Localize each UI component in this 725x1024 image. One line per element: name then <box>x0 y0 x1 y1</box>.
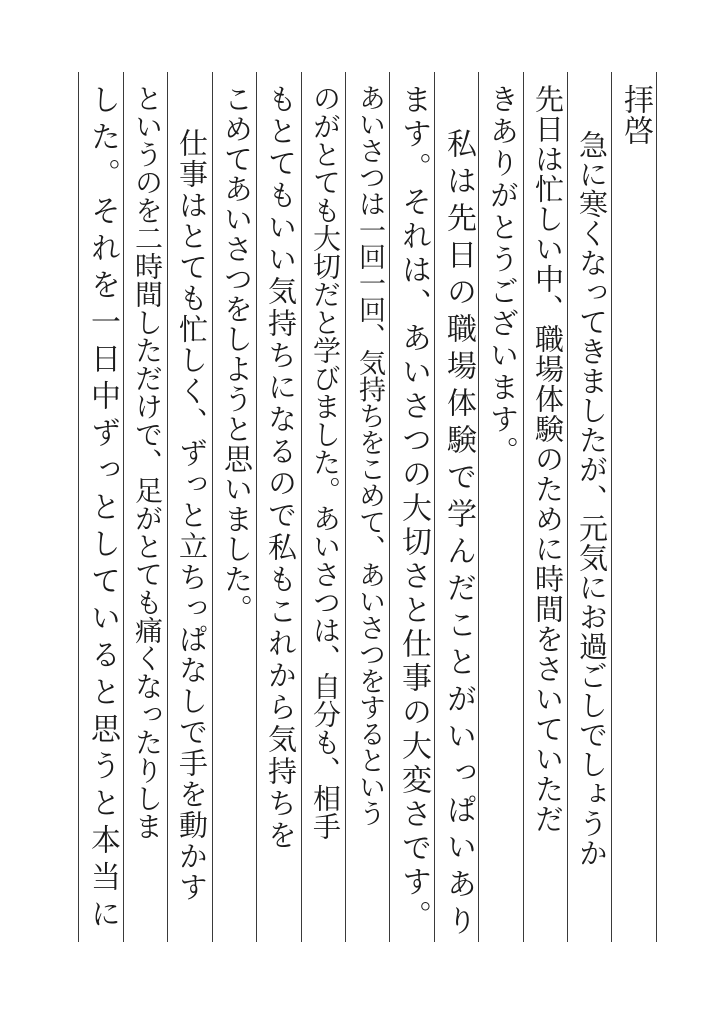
letter-line: した。それを一日中ずっとしていると思うと本当に <box>85 84 120 935</box>
ruled-line <box>478 72 479 942</box>
letter-line: ます。それは、あいさつの大切さと仕事の大変さです。 <box>396 84 431 934</box>
ruled-line <box>656 72 657 942</box>
ruled-line <box>567 72 568 942</box>
letter-line: 急に寒くなってきましたが、元気にお過ごしでしょうか <box>575 130 609 868</box>
ruled-line <box>78 72 79 942</box>
ruled-line <box>389 72 390 942</box>
letter-line: もとてもいい気持ちになるので私もこれから気持ちを <box>264 84 298 852</box>
ruled-line <box>434 72 435 942</box>
letter-line: 仕事はとても忙しく、ずっと立ちっぱなしで手を動かす <box>175 128 209 903</box>
letter-line: のがとても大切だと学びました。あいさつは、自分も、相手 <box>309 84 342 840</box>
ruled-line <box>167 72 168 942</box>
ruled-line <box>123 72 124 942</box>
letter-line: あいさつは一回一回、気持ちをこめて、あいさつをするという <box>354 84 385 826</box>
letter-opening: 拝啓 <box>618 84 653 146</box>
ruled-line <box>345 72 346 942</box>
letter-line: というのを二時間しただけで、足がとても痛くなったりしま <box>131 84 164 840</box>
letter-line: きありがとうございます。 <box>486 84 520 468</box>
letter-line: 私は先日の職場体験で学んだことがいっぱいあり <box>441 128 476 942</box>
ruled-line <box>523 72 524 942</box>
ruled-line <box>611 72 612 942</box>
letter-line: こめてあいさつをしようと思いました。 <box>220 84 254 624</box>
ruled-line <box>301 72 302 942</box>
ruled-line <box>256 72 257 942</box>
ruled-line <box>212 72 213 942</box>
letter-line: 先日は忙しい中、職場体験のために時間をさいていただ <box>531 84 565 834</box>
